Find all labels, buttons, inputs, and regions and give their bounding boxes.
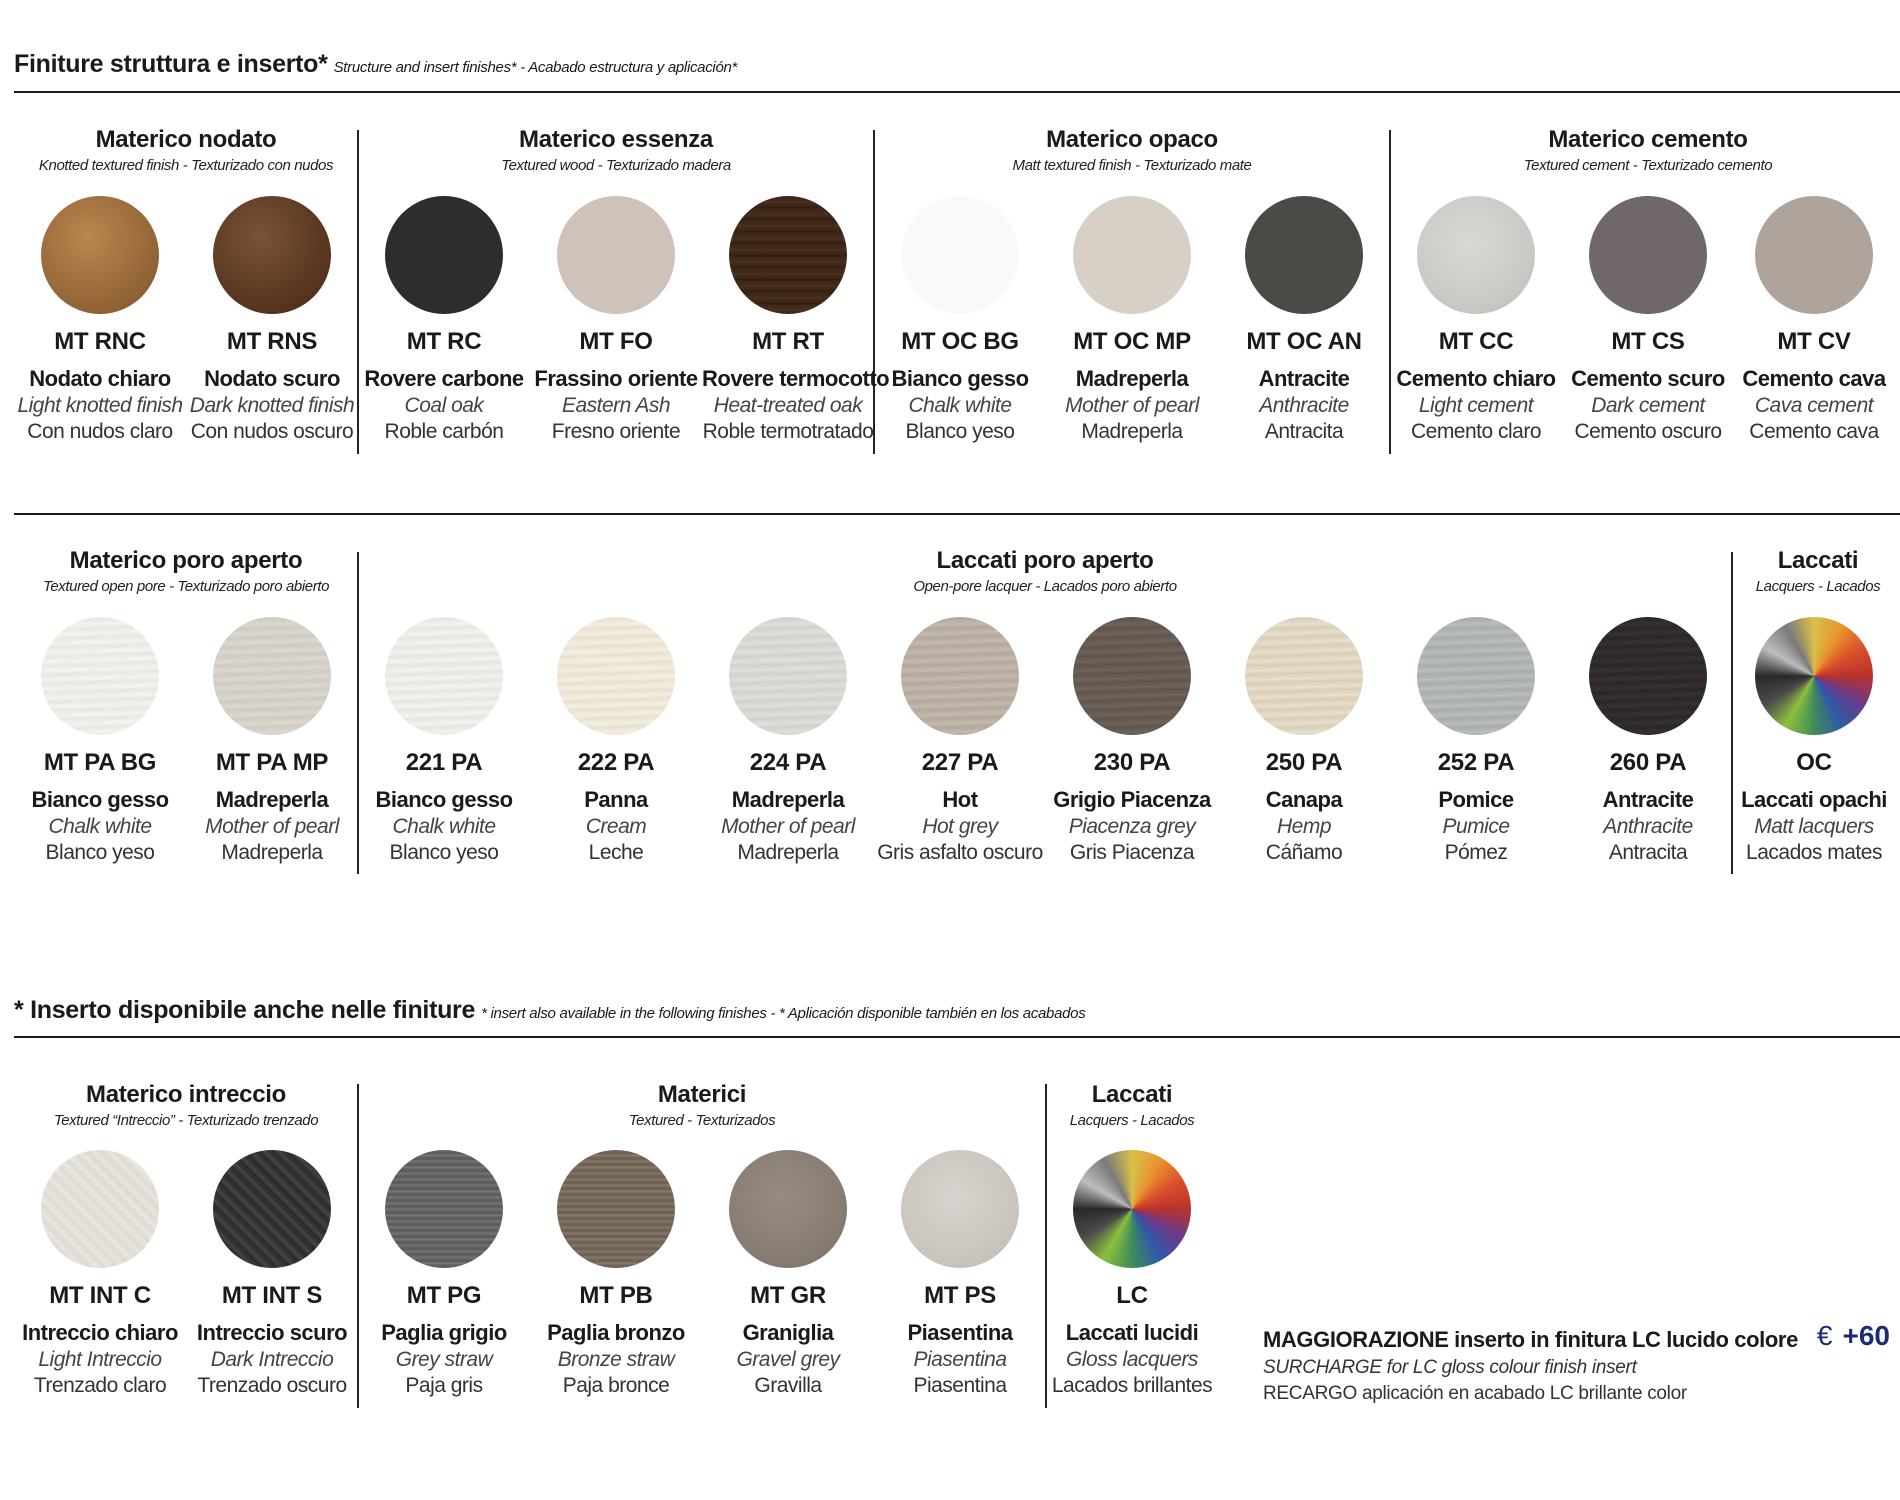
- finish-code: 227 PA: [921, 749, 999, 776]
- finish-name-en: Anthracite: [1259, 394, 1349, 417]
- finish-name-es: Trenzado oscuro: [197, 1374, 347, 1397]
- finish-code: MT CS: [1611, 328, 1685, 355]
- finish-swatch: [530, 617, 702, 865]
- finish-name-es: Blanco yeso: [389, 841, 499, 864]
- finish-name-en: Pumice: [1442, 815, 1510, 838]
- group-title: Materici: [657, 1081, 747, 1108]
- finish-name: Intreccio scuro: [196, 1320, 348, 1345]
- finish-color-circle: [1073, 617, 1191, 735]
- finish-name-en: Dark Intreccio: [210, 1348, 334, 1371]
- surcharge-price: [1790, 1320, 1890, 1352]
- finish-color-circle: [729, 196, 847, 314]
- finish-name-en: Piasentina: [913, 1348, 1007, 1371]
- divider: [14, 513, 1900, 515]
- group-subtitle: Knotted textured finish - Texturizado con nudos: [38, 157, 334, 174]
- finish-name: Cemento chiaro: [1396, 366, 1556, 391]
- finish-color-circle: [385, 196, 503, 314]
- finish-name-en: Hot grey: [922, 815, 998, 838]
- divider: [14, 1036, 1900, 1038]
- divider: [14, 91, 1900, 93]
- finish-name-en: Dark cement: [1591, 394, 1705, 417]
- finish-name-en: Mother of pearl: [721, 815, 855, 838]
- finish-code: 221 PA: [405, 749, 483, 776]
- finish-color-circle: [729, 1150, 847, 1268]
- finish-swatch: [1046, 196, 1218, 444]
- finish-name-en: Cream: [585, 815, 647, 838]
- surcharge-en: SURCHARGE for LC gloss colour finish insert: [1263, 1357, 1637, 1378]
- finish-code: MT RNS: [226, 328, 318, 355]
- finish-name: Bianco gesso: [891, 366, 1029, 391]
- surcharge-note: [1263, 1327, 1798, 1405]
- finish-code: MT PB: [579, 1282, 653, 1309]
- section-title: Finiture struttura e inserto*: [14, 50, 328, 78]
- finish-color-circle: [213, 196, 331, 314]
- finish-name-en: Mother of pearl: [1065, 394, 1199, 417]
- finish-name: Panna: [584, 787, 648, 812]
- finish-code: MT OC MP: [1073, 328, 1191, 355]
- finish-swatch: [874, 196, 1046, 444]
- finish-color-circle: [1073, 1150, 1191, 1268]
- finish-color-circle: [1589, 196, 1707, 314]
- finish-swatch: [702, 196, 890, 444]
- finish-name: Graniglia: [742, 1320, 834, 1345]
- finish-name-es: Antracita: [1608, 841, 1688, 864]
- finish-name: Frassino oriente: [534, 366, 698, 391]
- group-title: Materico poro aperto: [69, 547, 303, 574]
- finish-swatch: [1046, 617, 1218, 865]
- finish-name-en: Grey straw: [395, 1348, 493, 1371]
- group-subtitle: Textured open pore - Texturizado poro abierto: [42, 578, 330, 595]
- finish-code: 222 PA: [577, 749, 655, 776]
- finish-name-en: Bronze straw: [557, 1348, 675, 1371]
- finish-name: Intreccio chiaro: [22, 1320, 178, 1345]
- finish-name-en: Light Intreccio: [38, 1348, 162, 1371]
- finish-color-circle: [41, 196, 159, 314]
- finish-name: Rovere termocotto: [702, 366, 890, 391]
- finish-name-es: Cemento claro: [1410, 420, 1542, 443]
- finish-swatch: [1218, 196, 1390, 444]
- finish-name-es: Cemento oscuro: [1574, 420, 1722, 443]
- group-title: Materico essenza: [519, 126, 713, 153]
- finish-color-circle: [1245, 617, 1363, 735]
- finish-swatch: [1562, 196, 1734, 444]
- finish-name: Cemento scuro: [1571, 366, 1725, 391]
- finish-swatch: [530, 1150, 702, 1398]
- finish-name-en: Gloss lacquers: [1066, 1348, 1198, 1371]
- finish-name-es: Gravilla: [754, 1374, 822, 1397]
- finish-name-es: Blanco yeso: [905, 420, 1015, 443]
- group-subtitle: Matt textured finish - Texturizado mate: [1012, 157, 1252, 174]
- finish-color-circle: [1755, 617, 1873, 735]
- finish-swatch: [1046, 1150, 1218, 1398]
- finish-name-en: Chalk white: [908, 394, 1012, 417]
- finish-name-en: Hemp: [1276, 815, 1332, 838]
- finish-color-circle: [1245, 196, 1363, 314]
- surcharge-amount: +60: [1842, 1320, 1890, 1351]
- section-subtitle: * insert also available in the following finishes - * Aplicación disponible también en los acabados: [481, 1005, 1086, 1022]
- finish-name-es: Antracita: [1264, 420, 1344, 443]
- group-title: Materico opaco: [1046, 126, 1218, 153]
- finish-swatch: [874, 617, 1046, 865]
- finish-code: 252 PA: [1437, 749, 1515, 776]
- finish-name-es: Con nudos oscuro: [190, 420, 354, 443]
- group-subtitle: Textured “Intreccio” - Texturizado trenzado: [53, 1112, 319, 1129]
- finish-name-es: Gris Piacenza: [1069, 841, 1195, 864]
- finish-code: MT RT: [752, 328, 824, 355]
- group-title: Materico nodato: [95, 126, 277, 153]
- finish-name-es: Lacados mates: [1746, 841, 1882, 864]
- finish-name-es: Paja gris: [405, 1374, 483, 1397]
- finish-name: Nodato chiaro: [29, 366, 171, 391]
- group-title: Laccati: [1777, 547, 1859, 574]
- finish-name: Grigio Piacenza: [1053, 787, 1211, 812]
- finish-name: Nodato scuro: [204, 366, 340, 391]
- finish-swatch: [186, 617, 358, 865]
- finish-name: Laccati opachi: [1741, 787, 1887, 812]
- finish-swatch: [14, 1150, 186, 1398]
- finish-color-circle: [1417, 196, 1535, 314]
- finish-name: Pomice: [1438, 787, 1514, 812]
- finish-name-en: Eastern Ash: [561, 394, 671, 417]
- finish-name-en: Cava cement: [1754, 394, 1874, 417]
- finish-name-en: Mother of pearl: [205, 815, 339, 838]
- finish-swatch: [1728, 617, 1900, 865]
- finish-code: MT CV: [1777, 328, 1851, 355]
- finish-color-circle: [1073, 196, 1191, 314]
- finish-name-es: Roble termotratado: [702, 420, 874, 443]
- finish-name-en: Chalk white: [392, 815, 496, 838]
- finish-name-es: Madreperla: [221, 841, 323, 864]
- finish-swatch: [186, 196, 358, 444]
- finish-color-circle: [901, 196, 1019, 314]
- finish-name: Cemento cava: [1742, 366, 1886, 391]
- finish-code: MT PA MP: [215, 749, 329, 776]
- group-subtitle: Open-pore lacquer - Lacados poro abierto: [913, 578, 1177, 595]
- finish-swatch: [358, 1150, 530, 1398]
- surcharge-title: MAGGIORAZIONE inserto in finitura LC lucido colore: [1263, 1327, 1798, 1352]
- finish-name-en: Light cement: [1418, 394, 1534, 417]
- finish-color-circle: [557, 617, 675, 735]
- finish-code: MT INT C: [49, 1282, 151, 1309]
- finish-name-es: Leche: [588, 841, 644, 864]
- finish-name-es: Lacados brillantes: [1051, 1374, 1213, 1397]
- group-subtitle: Lacquers - Lacados: [1069, 1112, 1195, 1129]
- finish-code: MT RNC: [54, 328, 146, 355]
- finish-name-en: Light knotted finish: [17, 394, 183, 417]
- finish-name-es: Cáñamo: [1265, 841, 1343, 864]
- finish-name-en: Heat-treated oak: [713, 394, 863, 417]
- finish-code: MT OC BG: [901, 328, 1019, 355]
- finish-swatch: [186, 1150, 358, 1398]
- group-title: Materico cemento: [1548, 126, 1748, 153]
- finish-swatch: [1390, 617, 1562, 865]
- finish-swatch: [874, 1150, 1046, 1398]
- finish-name: Hot: [942, 787, 978, 812]
- finish-name-es: Madreperla: [1081, 420, 1183, 443]
- finish-code: MT CC: [1438, 328, 1514, 355]
- finish-name-es: Paja bronce: [562, 1374, 670, 1397]
- finish-name: Antracite: [1258, 366, 1350, 391]
- finish-swatch: [14, 196, 186, 444]
- finish-swatch: [1728, 196, 1900, 444]
- finish-swatch: [1218, 617, 1390, 865]
- finish-name-es: Blanco yeso: [45, 841, 155, 864]
- section-title: * Inserto disponibile anche nelle finiture: [14, 996, 476, 1024]
- finish-name-en: Gravel grey: [736, 1348, 840, 1371]
- finish-color-circle: [385, 1150, 503, 1268]
- finish-name-es: Gris asfalto oscuro: [877, 841, 1043, 864]
- finish-color-circle: [729, 617, 847, 735]
- section-header: [14, 50, 1900, 79]
- surcharge-es: RECARGO aplicación en acabado LC brillante color: [1263, 1383, 1687, 1404]
- finish-code: MT RC: [406, 328, 482, 355]
- finish-swatch: [14, 617, 186, 865]
- group-subtitle: Lacquers - Lacados: [1755, 578, 1881, 595]
- finish-name-es: Roble carbón: [384, 420, 504, 443]
- finish-swatch: [1562, 617, 1734, 865]
- section-subtitle: Structure and insert finishes* - Acabado estructura y aplicación*: [333, 59, 738, 76]
- finish-name: Antracite: [1602, 787, 1694, 812]
- finish-name: Piasentina: [907, 1320, 1013, 1345]
- finish-name: Bianco gesso: [375, 787, 513, 812]
- finish-swatch: [358, 617, 530, 865]
- finish-color-circle: [1755, 196, 1873, 314]
- finish-name-es: Cemento cava: [1749, 420, 1879, 443]
- finish-color-circle: [1589, 617, 1707, 735]
- finish-code: 250 PA: [1265, 749, 1343, 776]
- finish-name-en: Chalk white: [48, 815, 152, 838]
- group-title: Laccati poro aperto: [936, 547, 1154, 574]
- finish-swatch: [358, 196, 530, 444]
- finish-code: OC: [1796, 749, 1832, 776]
- finish-color-circle: [213, 1150, 331, 1268]
- finish-name: Madreperla: [215, 787, 329, 812]
- finish-code: MT PG: [406, 1282, 482, 1309]
- group-title: Materico intreccio: [86, 1081, 286, 1108]
- finish-code: 230 PA: [1093, 749, 1171, 776]
- finish-code: MT PA BG: [43, 749, 157, 776]
- finish-name-es: Con nudos claro: [27, 420, 173, 443]
- finish-name-en: Matt lacquers: [1754, 815, 1874, 838]
- group-title: Laccati: [1091, 1081, 1173, 1108]
- finish-name: Canapa: [1265, 787, 1343, 812]
- finish-name-es: Madreperla: [737, 841, 839, 864]
- finish-name-es: Trenzado claro: [33, 1374, 167, 1397]
- finish-name-en: Dark knotted finish: [189, 394, 355, 417]
- finish-color-circle: [901, 617, 1019, 735]
- group-subtitle: Textured - Texturizados: [628, 1112, 776, 1129]
- finish-code: MT GR: [750, 1282, 826, 1309]
- finish-name: Madreperla: [731, 787, 845, 812]
- finish-code: MT FO: [579, 328, 653, 355]
- finish-color-circle: [41, 1150, 159, 1268]
- finish-color-circle: [557, 196, 675, 314]
- finish-name: Laccati lucidi: [1065, 1320, 1199, 1345]
- finish-name: Bianco gesso: [31, 787, 169, 812]
- finish-color-circle: [41, 617, 159, 735]
- finish-name-en: Anthracite: [1603, 815, 1693, 838]
- group-subtitle: Textured wood - Texturizado madera: [501, 157, 731, 174]
- finish-swatch: [702, 1150, 874, 1398]
- finish-color-circle: [1417, 617, 1535, 735]
- finish-name-es: Pómez: [1444, 841, 1508, 864]
- finish-name: Paglia grigio: [381, 1320, 507, 1345]
- finish-swatch: [702, 617, 874, 865]
- finish-name-es: Fresno oriente: [551, 420, 681, 443]
- finish-color-circle: [901, 1150, 1019, 1268]
- finish-code: MT OC AN: [1246, 328, 1362, 355]
- finish-name-en: Coal oak: [404, 394, 484, 417]
- finish-name: Madreperla: [1075, 366, 1189, 391]
- finish-color-circle: [557, 1150, 675, 1268]
- finish-name-es: Piasentina: [913, 1374, 1007, 1397]
- section-header: [14, 996, 1900, 1025]
- finish-name: Paglia bronzo: [547, 1320, 685, 1345]
- finish-code: 224 PA: [749, 749, 827, 776]
- finish-name-en: Piacenza grey: [1068, 815, 1196, 838]
- finish-swatch: [1390, 196, 1562, 444]
- finish-code: 260 PA: [1609, 749, 1687, 776]
- finish-color-circle: [213, 617, 331, 735]
- finish-code: LC: [1116, 1282, 1148, 1309]
- finish-color-circle: [385, 617, 503, 735]
- finish-name: Rovere carbone: [364, 366, 524, 391]
- group-subtitle: Textured cement - Texturizado cemento: [1523, 157, 1773, 174]
- finish-swatch: [530, 196, 702, 444]
- currency-symbol: €: [1816, 1320, 1833, 1351]
- finish-code: MT INT S: [221, 1282, 323, 1309]
- finish-code: MT PS: [924, 1282, 996, 1309]
